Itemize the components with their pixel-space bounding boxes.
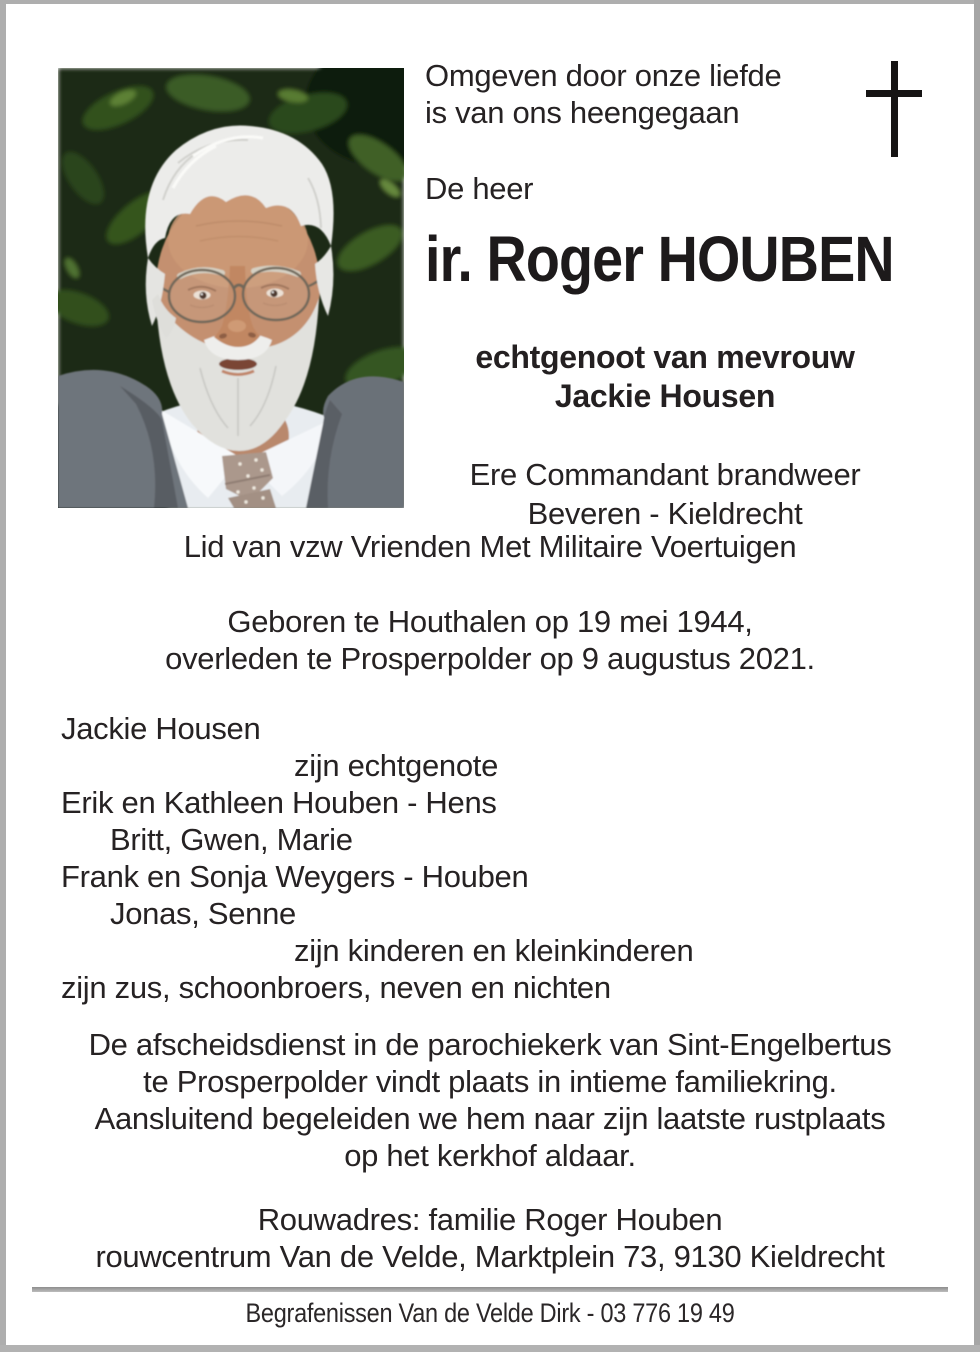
scan-edge-bottom [0,1345,980,1352]
spouse-name: Jackie Housen [554,378,776,414]
intro-line-1: Omgeven door onze liefde [425,58,782,93]
death-line: overleden te Prosperpolder op 9 augustus 2021. [165,641,815,676]
tie [222,452,276,508]
family-row: Britt, Gwen, Marie [110,822,353,857]
funeral-home-line: Begrafenissen Van de Velde Dirk - 03 776 19 49 [245,1298,735,1328]
service-line-4: op het kerkhof aldaar. [344,1138,636,1173]
service-line-2: te Prosperpolder vindt plaats in intieme familiekring. [143,1064,837,1099]
family-row: zijn kinderen en kleinkinderen [294,933,694,968]
family-row: Jonas, Senne [110,896,296,931]
honor-line-3: Lid van vzw Vrienden Met Militaire Voertuigen [183,529,797,564]
family-row: zijn zus, schoonbroers, neven en nichten [61,970,611,1005]
spouse-prefix: echtgenoot van mevrouw [475,339,855,375]
honor-line-2: Beveren - Kieldrecht [527,496,803,531]
scan-edge-top [0,0,980,4]
birth-line: Geboren te Houthalen op 19 mei 1944, [227,604,753,639]
family-row: Frank en Sonja Weygers - Houben [61,859,529,894]
salutation: De heer [425,171,534,206]
deceased-name: ir. Roger HOUBEN [425,223,894,295]
portrait-photo-illustration [58,68,404,508]
service-line-1: De afscheidsdienst in de parochiekerk van Sint-Engelbertus [88,1027,892,1062]
family-row: Erik en Kathleen Houben - Hens [61,785,497,820]
honor-line-1: Ere Commandant brandweer [469,457,861,492]
family-row: zijn echtgenote [294,748,499,783]
intro-line-2: is van ons heengegaan [425,95,740,130]
mourning-address-line-1: Rouwadres: familie Roger Houben [257,1202,723,1237]
service-line-3: Aansluitend begeleiden we hem naar zijn laatste rustplaats [94,1101,886,1136]
portrait-photo [58,68,404,508]
separator-line [32,1287,948,1292]
mourning-address-line-2: rouwcentrum Van de Velde, Marktplein 73, 9130 Kieldrecht [95,1239,885,1274]
family-row: Jackie Housen [61,711,261,746]
